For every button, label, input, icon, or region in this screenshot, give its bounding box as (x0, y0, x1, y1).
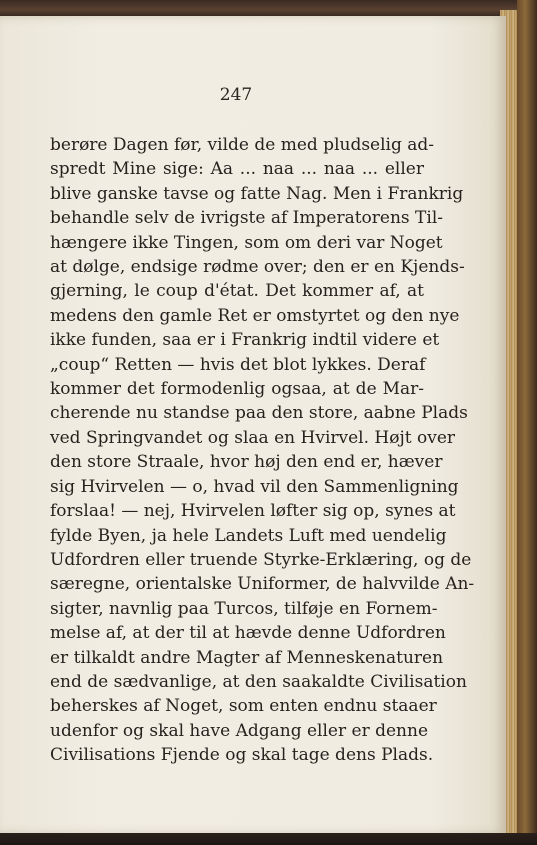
text-line: berøre Dagen før, vilde de med pludselig ad- (50, 135, 435, 155)
text-line: forslaa! — nej, Hvirvelen løfter sig op, synes at (50, 501, 456, 522)
text-line: behandle selv de ivrigste af Imperatorens Til- (50, 208, 444, 229)
text-line: „coup“ Retten — hvis det blot lykkes. Deraf (50, 354, 426, 375)
text-line: hængere ikke Tingen, som om deri var Noget (50, 232, 443, 253)
text-line: at dølge, endsige rødme over; den er en Kjends- (50, 257, 465, 278)
text-line: cherende nu standse paa den store, aabne Plads (50, 403, 468, 424)
text-line: ikke funden, saa er i Frankrig indtil videre et (50, 330, 440, 351)
text-line: udenfor og skal have Adgang eller er denne (50, 720, 429, 741)
text-line: er tilkaldt andre Magter af Menneskenaturen (50, 647, 444, 668)
text-line: medens den gamle Ret er omstyrtet og den nye (50, 305, 460, 326)
book-spine (517, 0, 537, 845)
book-cover-bottom-edge (0, 833, 537, 845)
text-line: den store Straale, hvor høj den end er, hæver (50, 452, 443, 473)
text-line: Udfordren eller truende Styrke-Erklæring, og de (50, 549, 472, 570)
text-line: beherskes af Noget, som enten endnu staaer (50, 696, 437, 717)
text-line: spredt Mine sige: Aa ... naa ... naa ... eller (50, 159, 424, 180)
text-line: gjerning, le coup d'état. Det kommer af, at (50, 281, 424, 302)
page-number: 247 (219, 85, 253, 105)
text-line: kommer det formodenlig ogsaa, at de Mar- (50, 379, 424, 400)
text-line: Civilisations Fjende og skal tage dens Plads. (50, 745, 434, 766)
book-page (0, 16, 506, 834)
body-text (50, 133, 475, 768)
text-line: end de sædvanlige, at den saakaldte Civilisation (50, 671, 467, 692)
text-line: sigter, navnlig paa Turcos, tilføje en Fornem- (50, 598, 438, 619)
text-line: melse af, at der til at hævde denne Udfordren (50, 623, 446, 644)
text-line: ved Springvandet og slaa en Hvirvel. Højt over (50, 427, 456, 448)
text-line: blive ganske tavse og fatte Nag. Men i Frankrig (50, 183, 464, 204)
text-line: særegne, orientalske Uniformer, de halvvilde An- (50, 574, 475, 595)
text-line: sig Hvirvelen — o, hvad vil den Sammenligning (50, 476, 459, 497)
text-line: fylde Byen, ja hele Landets Luft med uendelig (50, 525, 447, 546)
